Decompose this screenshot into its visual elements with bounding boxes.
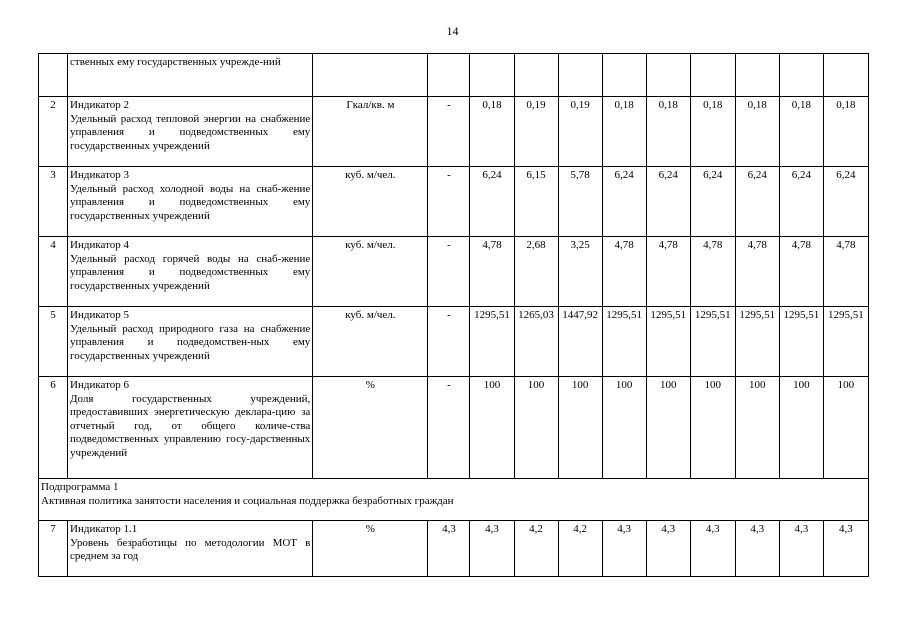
indicator-title: Индикатор 3 bbox=[70, 169, 130, 181]
value-cell: 4,78 bbox=[470, 237, 514, 307]
indicator-description-cell bbox=[68, 377, 313, 479]
value-cell bbox=[470, 54, 514, 97]
value-cell: 1265,03 bbox=[514, 307, 558, 377]
row-number-cell: 4 bbox=[39, 237, 68, 307]
value-cell: 1295,51 bbox=[470, 307, 514, 377]
value-cell: 1295,51 bbox=[735, 307, 779, 377]
value-cell: 0,18 bbox=[823, 97, 868, 167]
value-cell: 4,3 bbox=[735, 521, 779, 577]
indicator-description-cell bbox=[68, 521, 313, 577]
value-cell: 0,18 bbox=[470, 97, 514, 167]
value-cell: 6,24 bbox=[602, 167, 646, 237]
indicator-description-cell bbox=[68, 97, 313, 167]
unit-cell bbox=[313, 54, 428, 97]
value-cell: 5,78 bbox=[558, 167, 602, 237]
value-cell: 4,3 bbox=[646, 521, 690, 577]
base-value-cell: - bbox=[428, 307, 470, 377]
value-cell: 1447,92 bbox=[558, 307, 602, 377]
value-cell: 0,18 bbox=[646, 97, 690, 167]
subprogram-title: Активная политика занятости населения и социальная поддержка безработных граждан bbox=[41, 494, 454, 507]
value-cell: 0,19 bbox=[558, 97, 602, 167]
value-cell: 0,18 bbox=[735, 97, 779, 167]
table-row-continued bbox=[39, 54, 869, 97]
base-value-cell: - bbox=[428, 167, 470, 237]
table-row bbox=[39, 521, 869, 577]
value-cell: 6,24 bbox=[690, 167, 735, 237]
indicator-title: Индикатор 5 bbox=[70, 309, 130, 321]
indicator-title: Индикатор 1.1 bbox=[70, 523, 138, 535]
value-cell bbox=[735, 54, 779, 97]
value-cell: 0,19 bbox=[514, 97, 558, 167]
unit-cell: куб. м/чел. bbox=[313, 307, 428, 377]
value-cell bbox=[514, 54, 558, 97]
indicator-text: ственных ему государственных учрежде-ний bbox=[70, 56, 281, 68]
value-cell: 6,24 bbox=[470, 167, 514, 237]
base-value-cell: - bbox=[428, 237, 470, 307]
indicator-title: Индикатор 4 bbox=[70, 239, 130, 251]
table-row bbox=[39, 237, 869, 307]
unit-cell: куб. м/чел. bbox=[313, 167, 428, 237]
value-cell: 6,24 bbox=[823, 167, 868, 237]
value-cell: 4,78 bbox=[823, 237, 868, 307]
value-cell: 1295,51 bbox=[602, 307, 646, 377]
value-cell: 4,3 bbox=[602, 521, 646, 577]
row-number-cell: 6 bbox=[39, 377, 68, 479]
indicator-text: Удельный расход тепловой энергии на снабжение управления и подведомственных ему государственных учреждений bbox=[70, 112, 311, 152]
value-cell: 100 bbox=[735, 377, 779, 479]
value-cell: 4,3 bbox=[470, 521, 514, 577]
value-cell: 6,24 bbox=[735, 167, 779, 237]
subprogram-number: Подпрограмма 1 bbox=[41, 481, 119, 493]
value-cell bbox=[779, 54, 823, 97]
value-cell bbox=[602, 54, 646, 97]
table-row bbox=[39, 97, 869, 167]
value-cell: 4,2 bbox=[558, 521, 602, 577]
indicators-table bbox=[38, 53, 869, 577]
table-row bbox=[39, 377, 869, 479]
base-value-cell: 4,3 bbox=[428, 521, 470, 577]
value-cell: 4,78 bbox=[690, 237, 735, 307]
subprogram-row bbox=[39, 479, 869, 521]
value-cell: 1295,51 bbox=[779, 307, 823, 377]
value-cell bbox=[558, 54, 602, 97]
value-cell: 100 bbox=[514, 377, 558, 479]
value-cell: 1295,51 bbox=[646, 307, 690, 377]
base-value-cell: - bbox=[428, 97, 470, 167]
value-cell: 0,18 bbox=[779, 97, 823, 167]
indicator-text: Уровень безработицы по методологии МОТ в среднем за год bbox=[70, 536, 311, 562]
value-cell: 100 bbox=[823, 377, 868, 479]
value-cell: 4,78 bbox=[646, 237, 690, 307]
indicator-description-cell bbox=[68, 307, 313, 377]
value-cell bbox=[690, 54, 735, 97]
value-cell: 100 bbox=[558, 377, 602, 479]
unit-cell: Гкал/кв. м bbox=[313, 97, 428, 167]
indicator-title: Индикатор 6 bbox=[70, 379, 130, 391]
unit-cell: % bbox=[313, 377, 428, 479]
table-row bbox=[39, 307, 869, 377]
value-cell: 100 bbox=[690, 377, 735, 479]
value-cell: 4,78 bbox=[779, 237, 823, 307]
value-cell: 2,68 bbox=[514, 237, 558, 307]
indicator-text: Удельный расход природного газа на снабжение управления и подведомствен-ных ему государственных учреждений bbox=[70, 322, 311, 362]
indicator-description-cell bbox=[68, 167, 313, 237]
row-number-cell: 7 bbox=[39, 521, 68, 577]
indicator-text: Удельный расход горячей воды на снаб-жение управления и подведомственных ему государственных учреждений bbox=[70, 252, 311, 292]
value-cell: 100 bbox=[646, 377, 690, 479]
table-row bbox=[39, 167, 869, 237]
value-cell: 100 bbox=[602, 377, 646, 479]
indicator-description-cell bbox=[68, 237, 313, 307]
value-cell bbox=[428, 54, 470, 97]
value-cell: 4,3 bbox=[690, 521, 735, 577]
value-cell: 1295,51 bbox=[823, 307, 868, 377]
indicator-description-cell bbox=[68, 54, 313, 97]
row-number-cell: 2 bbox=[39, 97, 68, 167]
value-cell: 6,15 bbox=[514, 167, 558, 237]
value-cell: 0,18 bbox=[690, 97, 735, 167]
value-cell: 4,78 bbox=[735, 237, 779, 307]
value-cell: 3,25 bbox=[558, 237, 602, 307]
subprogram-cell bbox=[39, 479, 869, 521]
unit-cell: куб. м/чел. bbox=[313, 237, 428, 307]
value-cell: 6,24 bbox=[646, 167, 690, 237]
row-number-cell: 3 bbox=[39, 167, 68, 237]
indicator-text: Доля государственных учреждений, предоставивших энергетическую деклара-цию за отчетный год, от общего количе-ства подведомственных управлению госу-дарственных учреждений bbox=[70, 392, 311, 459]
value-cell: 6,24 bbox=[779, 167, 823, 237]
row-number-cell: 5 bbox=[39, 307, 68, 377]
value-cell bbox=[823, 54, 868, 97]
unit-cell: % bbox=[313, 521, 428, 577]
row-number-cell bbox=[39, 54, 68, 97]
value-cell: 100 bbox=[779, 377, 823, 479]
value-cell: 4,78 bbox=[602, 237, 646, 307]
value-cell: 1295,51 bbox=[690, 307, 735, 377]
value-cell: 0,18 bbox=[602, 97, 646, 167]
value-cell: 4,2 bbox=[514, 521, 558, 577]
value-cell bbox=[646, 54, 690, 97]
value-cell: 100 bbox=[470, 377, 514, 479]
page-number: 14 bbox=[446, 24, 459, 38]
value-cell: 4,3 bbox=[779, 521, 823, 577]
value-cell: 4,3 bbox=[823, 521, 868, 577]
indicator-title: Индикатор 2 bbox=[70, 99, 130, 111]
indicator-text: Удельный расход холодной воды на снаб-жение управления и подведомственных ему государственных учреждений bbox=[70, 182, 311, 222]
base-value-cell: - bbox=[428, 377, 470, 479]
table-body bbox=[39, 54, 869, 577]
